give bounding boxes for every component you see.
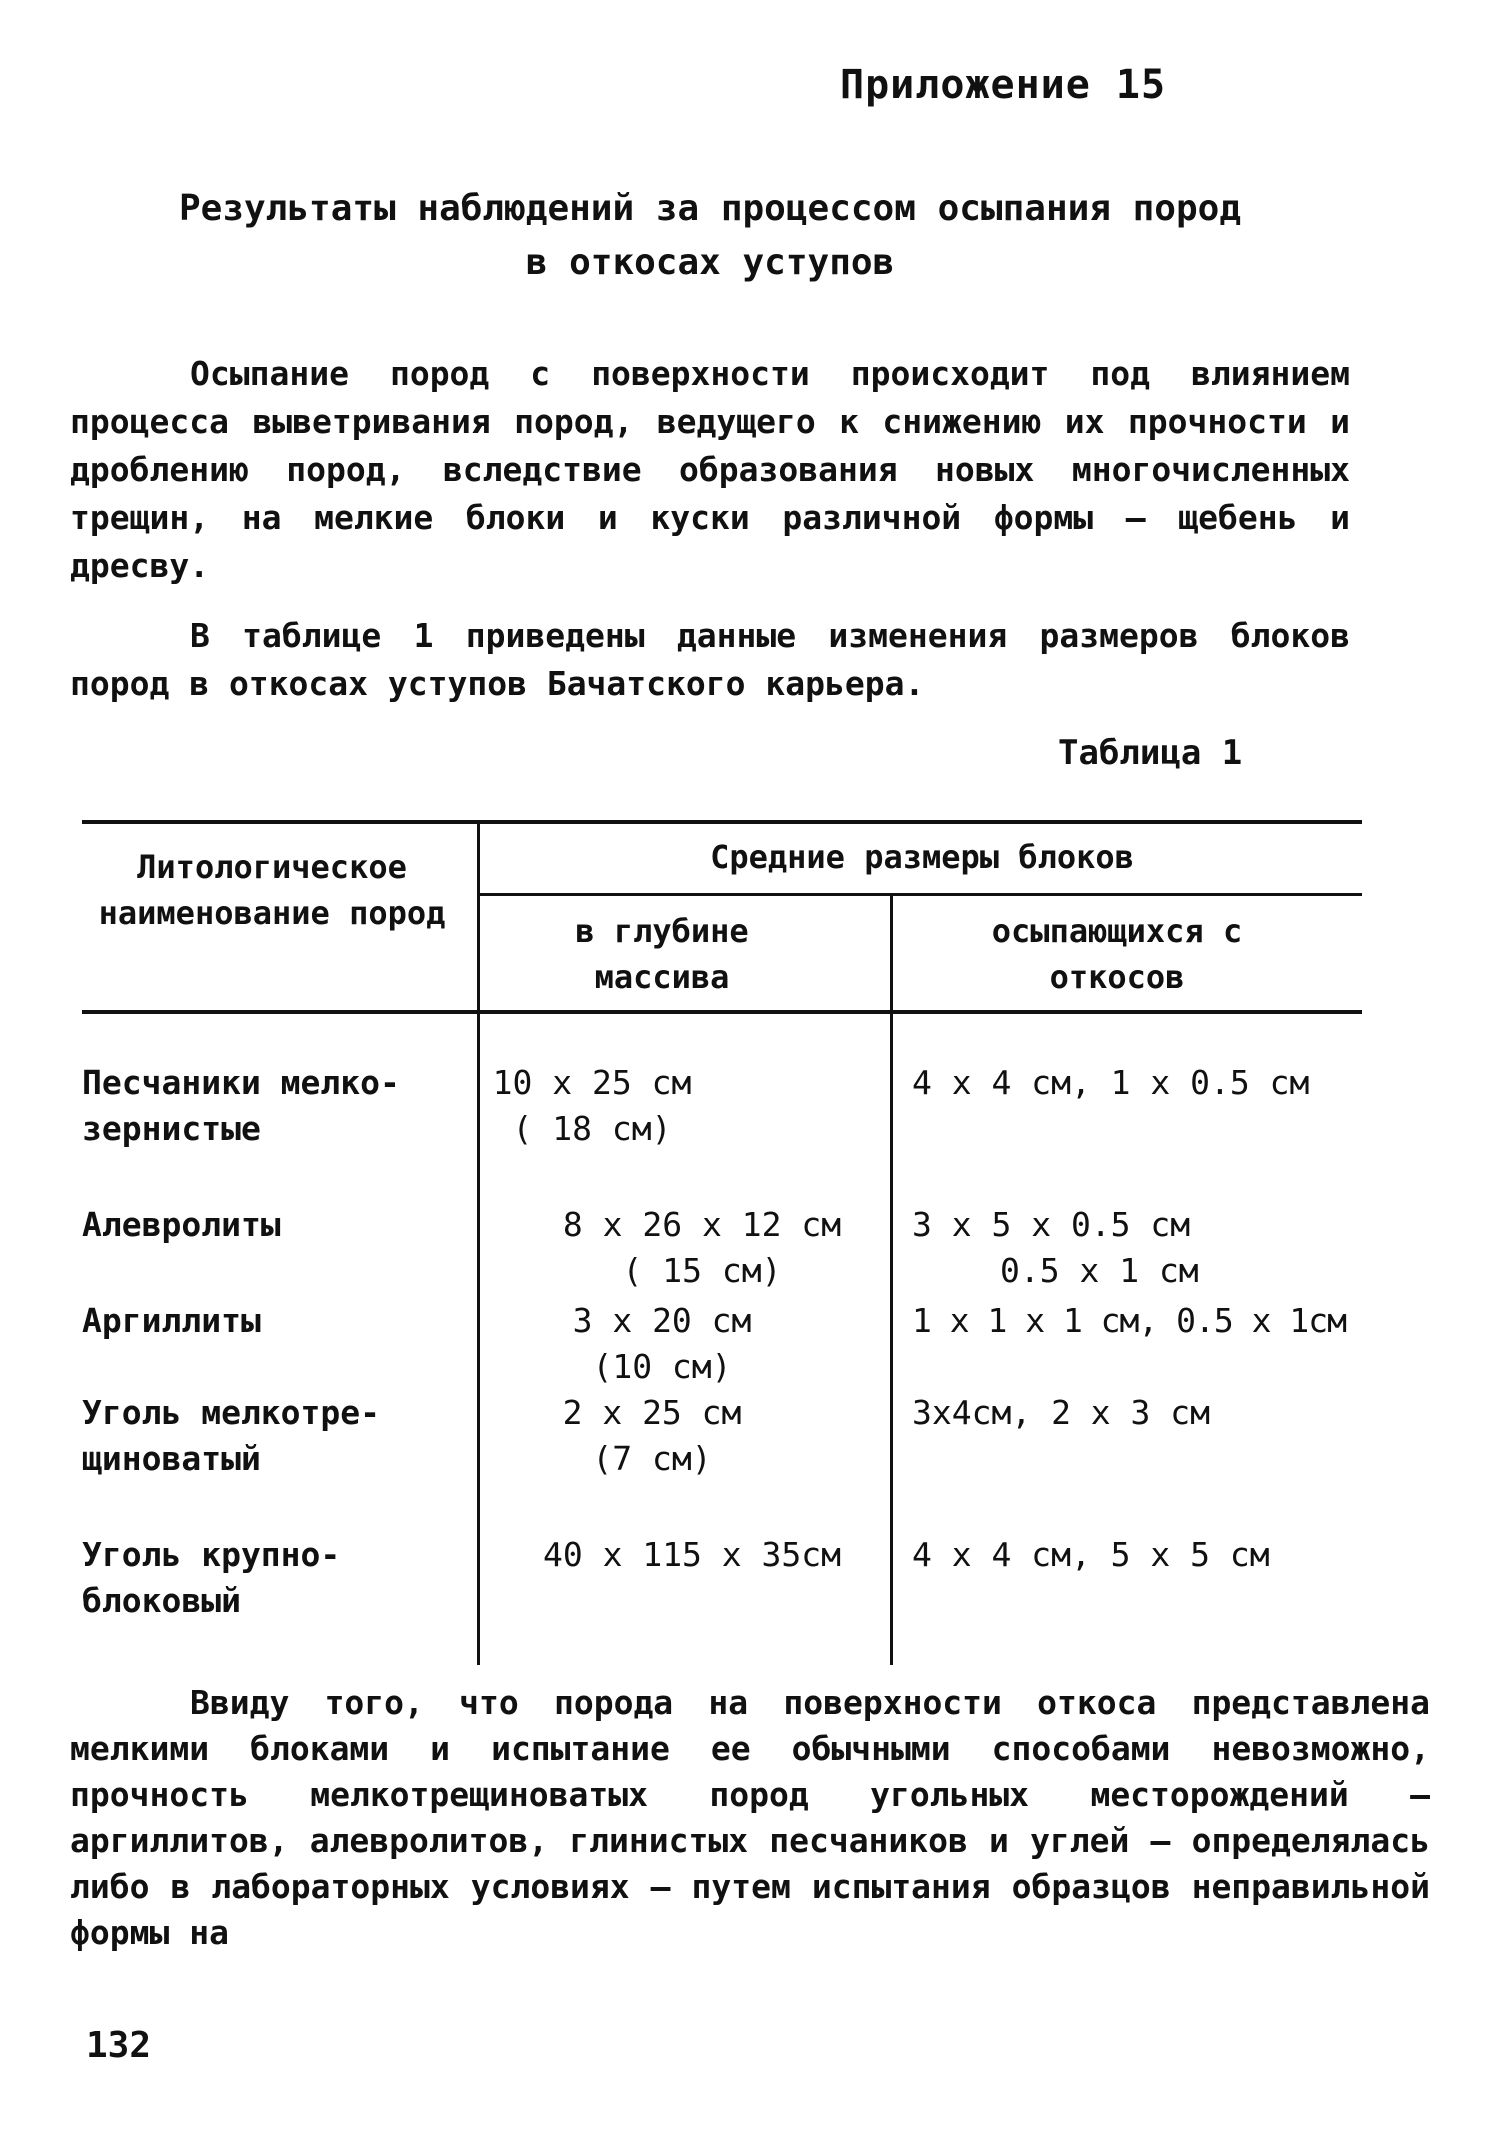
table-row-5-name: Уголь крупно- блоковый — [82, 1535, 341, 1620]
table-top-rule — [82, 820, 1362, 824]
paragraph-2: В таблице 1 приведены данные изменения размеров блоков пород в откосах уступов Бачатского карьера. — [70, 616, 1350, 703]
table-row-4-deep: 2 х 25 см (7 см) — [562, 1393, 742, 1478]
table-row-3-slope: 1 х 1 х 1 см, 0.5 х 1см — [912, 1301, 1346, 1340]
header-bottom-rule — [82, 1010, 1362, 1014]
table-row-4-slope: 3х4см, 2 х 3 см — [912, 1393, 1211, 1432]
table-row-3-deep: 3 х 20 см (10 см) — [572, 1301, 752, 1386]
title-line-2: в откосах уступов — [525, 242, 895, 283]
table-label: Таблица 1 — [1058, 733, 1243, 773]
table-row-1-deep: 10 х 25 см ( 18 см) — [492, 1063, 692, 1148]
table-divider-1 — [477, 820, 480, 1665]
column-header-slope: осыпающихся с откосов — [991, 912, 1243, 996]
group-header-avg-sizes: Средние размеры блоков — [710, 838, 1134, 876]
table-row-1-slope: 4 х 4 см, 1 х 0.5 см — [912, 1063, 1310, 1102]
table-row-5-slope: 4 х 4 см, 5 х 5 см — [912, 1535, 1270, 1574]
title-line-1: Результаты наблюдений за процессом осыпания пород — [178, 188, 1242, 229]
table-row-1-name: Песчаники мелко- зернистые — [82, 1063, 400, 1148]
table-row-2-slope: 3 х 5 х 0.5 см 0.5 х 1 см — [912, 1205, 1199, 1290]
table-row-3-name: Аргиллиты — [82, 1301, 261, 1340]
appendix-label: Приложение 15 — [840, 62, 1167, 108]
table-row-5-deep: 40 х 115 х 35см — [542, 1535, 841, 1574]
block-size-table — [82, 820, 1362, 1670]
group-header-rule — [477, 893, 1362, 896]
paragraph-1: Осыпание пород с поверхности происходит под влиянием процесса выветривания пород, ведущего к снижению их прочности и дроблению пород, вследствие образования новых многочисленных трещин, на мелкие блоки и куски различной формы – щебень и дресву. — [70, 354, 1350, 585]
table-row-4-name: Уголь мелкотре- щиноватый — [82, 1393, 381, 1478]
table-row-2-name: Алевролиты — [82, 1205, 281, 1244]
table-row-2-deep: 8 х 26 х 12 см ( 15 см) — [562, 1205, 842, 1290]
column-header-name: Литологическое наименование пород — [98, 848, 446, 932]
document-title — [100, 182, 1320, 290]
paragraph-3: Ввиду того, что порода на поверхности откоса представлена мелкими блоками и испытание ее обычными способами невозможно, прочность мелкотрещиноватых пород угольных месторождений – аргиллитов, алевролитов, глинистых песчаников и углей – определялась либо в лабораторных условиях – путем испытания образцов неправильной формы на — [70, 1683, 1430, 1952]
page-number: 132 — [86, 2025, 152, 2066]
column-header-deep: в глубине массива — [575, 912, 749, 996]
